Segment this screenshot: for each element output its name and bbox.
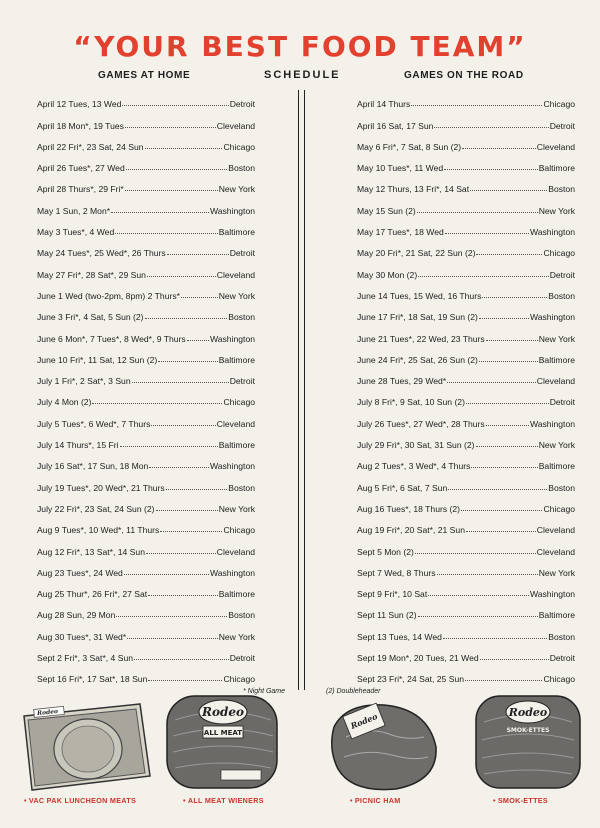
opponent-city: Baltimore xyxy=(538,163,575,174)
opponent-city: Baltimore xyxy=(218,227,255,238)
opponent-city: New York xyxy=(218,290,255,301)
opponent-city: Chicago xyxy=(543,503,575,514)
opponent-city: Boston xyxy=(548,290,575,301)
schedule-row xyxy=(357,109,575,130)
schedule-row xyxy=(357,237,575,258)
leader-dots xyxy=(167,254,229,255)
product-label-smokettes: • SMOK-ETTES xyxy=(493,796,548,805)
schedule-row xyxy=(37,386,255,407)
home-games-header: GAMES AT HOME xyxy=(98,70,191,81)
leader-dots xyxy=(462,148,536,149)
game-dates: Sept 19 Mon*, 20 Tues, 21 Wed xyxy=(357,653,479,664)
opponent-city: Washington xyxy=(209,567,255,578)
night-game-note: * Night Game xyxy=(243,688,286,695)
opponent-city: Chicago xyxy=(223,141,255,152)
game-dates: June 3 Fri*, 4 Sat, 5 Sun (2) xyxy=(37,312,144,323)
schedule-row xyxy=(37,88,255,109)
schedule-row xyxy=(37,493,255,514)
opponent-city: Chicago xyxy=(543,99,575,110)
opponent-city: New York xyxy=(218,503,255,514)
leader-dots xyxy=(92,403,222,404)
leader-dots xyxy=(124,574,209,575)
leader-dots xyxy=(134,659,229,660)
product-label-luncheon: • VAC PAK LUNCHEON MEATS xyxy=(24,796,137,805)
schedule-row xyxy=(357,557,575,578)
leader-dots xyxy=(127,638,218,639)
opponent-city: Washington xyxy=(529,312,575,323)
schedule-row xyxy=(357,514,575,535)
schedule-row xyxy=(37,471,255,492)
schedule-row xyxy=(357,216,575,237)
schedule-row xyxy=(357,620,575,641)
opponent-city: Washington xyxy=(209,205,255,216)
game-dates: Aug 19 Fri*, 20 Sat*, 21 Sun xyxy=(357,525,465,536)
game-dates: June 21 Tues*, 22 Wed, 23 Thurs xyxy=(357,333,485,344)
schedule-row xyxy=(37,301,255,322)
game-dates: Aug 25 Thur*, 26 Fri*, 27 Sat xyxy=(37,589,148,600)
opponent-city: Boston xyxy=(548,631,575,642)
game-dates: May 24 Tues*, 25 Wed*, 26 Thurs xyxy=(37,248,166,259)
leader-dots xyxy=(434,127,548,128)
schedule-row xyxy=(37,535,255,556)
schedule-row xyxy=(37,131,255,152)
schedule-row xyxy=(37,173,255,194)
picnic-ham-image xyxy=(326,697,442,795)
opponent-city: Boston xyxy=(228,610,255,621)
wieners-brand-text: Rodeo xyxy=(201,705,245,719)
leader-dots xyxy=(428,595,529,596)
schedule-row xyxy=(357,663,575,684)
game-dates: July 8 Fri*, 9 Sat, 10 Sun (2) xyxy=(357,397,465,408)
wieners-tag-text: ALL MEAT xyxy=(203,729,243,737)
leader-dots xyxy=(147,276,216,277)
luncheon-meat-package-image xyxy=(18,702,152,794)
leader-dots xyxy=(470,190,547,191)
leader-dots xyxy=(415,553,536,554)
leader-dots xyxy=(156,510,218,511)
opponent-city: Washington xyxy=(529,227,575,238)
game-dates: Sept 9 Fri*, 10 Sat xyxy=(357,589,428,600)
opponent-city: New York xyxy=(538,333,575,344)
schedule-row xyxy=(357,535,575,556)
opponent-city: Cleveland xyxy=(536,546,575,557)
leader-dots xyxy=(479,361,538,362)
game-dates: April 12 Tues, 13 Wed xyxy=(37,99,122,110)
leader-dots xyxy=(116,616,227,617)
opponent-city: Detroit xyxy=(229,653,255,664)
opponent-city: Cleveland xyxy=(536,376,575,387)
leader-dots xyxy=(149,467,209,468)
leader-dots xyxy=(181,297,218,298)
schedule-row xyxy=(37,258,255,279)
opponent-city: Cleveland xyxy=(536,525,575,536)
game-dates: Aug 5 Fri*, 6 Sat, 7 Sun xyxy=(357,482,448,493)
opponent-city: Chicago xyxy=(223,674,255,685)
schedule-row xyxy=(357,493,575,514)
game-dates: May 1 Sun, 2 Mon* xyxy=(37,205,111,216)
schedule-row xyxy=(37,237,255,258)
leader-dots xyxy=(126,169,227,170)
leader-dots xyxy=(486,425,529,426)
opponent-city: Chicago xyxy=(223,397,255,408)
leader-dots xyxy=(465,680,542,681)
game-dates: Aug 2 Tues*, 3 Wed*, 4 Thurs xyxy=(357,461,471,472)
schedule-row xyxy=(37,280,255,301)
luncheon-brand-text: Rodeo xyxy=(36,707,59,718)
game-dates: July 5 Tues*, 6 Wed*, 7 Thurs xyxy=(37,418,151,429)
smokettes-tag-text: SMOK-ETTES xyxy=(506,727,550,734)
game-dates: July 16 Sat*, 17 Sun, 18 Mon xyxy=(37,461,149,472)
smok-ettes-package-image xyxy=(472,690,584,794)
schedule-row xyxy=(357,152,575,173)
schedule-row xyxy=(37,407,255,428)
game-dates: June 17 Fri*, 18 Sat, 19 Sun (2) xyxy=(357,312,478,323)
opponent-city: Chicago xyxy=(543,248,575,259)
product-label-ham: • PICNIC HAM xyxy=(350,796,401,805)
leader-dots xyxy=(466,531,536,532)
game-dates: April 28 Thurs*, 29 Fri* xyxy=(37,184,124,195)
opponent-city: Baltimore xyxy=(538,610,575,621)
opponent-city: Boston xyxy=(228,163,255,174)
column-divider xyxy=(298,90,305,690)
schedule-row xyxy=(357,450,575,471)
leader-dots xyxy=(148,680,222,681)
game-dates: June 28 Tues, 29 Wed* xyxy=(357,376,447,387)
leader-dots xyxy=(160,531,222,532)
leader-dots xyxy=(443,638,547,639)
opponent-city: Cleveland xyxy=(216,418,255,429)
schedule-row xyxy=(357,131,575,152)
schedule-row xyxy=(37,557,255,578)
schedule-row xyxy=(357,280,575,301)
game-dates: May 3 Tues*, 4 Wed xyxy=(37,227,115,238)
opponent-city: Washington xyxy=(529,589,575,600)
game-dates: July 26 Tues*, 27 Wed*, 28 Thurs xyxy=(357,418,485,429)
leader-dots xyxy=(166,489,228,490)
game-dates: July 19 Tues*, 20 Wed*, 21 Thurs xyxy=(37,482,165,493)
schedule-row xyxy=(37,514,255,535)
leader-dots xyxy=(476,446,538,447)
game-dates: May 17 Tues*, 18 Wed xyxy=(357,227,444,238)
schedule-row xyxy=(37,578,255,599)
page-title: “YOUR BEST FOOD TEAM” xyxy=(73,30,527,63)
game-dates: Sept 23 Fri*, 24 Sat, 25 Sun xyxy=(357,674,465,685)
game-dates: June 24 Fri*, 25 Sat, 26 Sun (2) xyxy=(357,354,478,365)
leader-dots xyxy=(448,489,547,490)
schedule-row xyxy=(357,365,575,386)
home-games-list xyxy=(37,88,255,684)
game-dates: April 26 Tues*, 27 Wed xyxy=(37,163,125,174)
schedule-row xyxy=(37,216,255,237)
leader-dots xyxy=(437,574,538,575)
game-dates: May 6 Fri*, 7 Sat, 8 Sun (2) xyxy=(357,141,462,152)
leader-dots xyxy=(145,318,228,319)
opponent-city: New York xyxy=(538,205,575,216)
game-dates: May 12 Thurs, 13 Fri*, 14 Sat xyxy=(357,184,470,195)
leader-dots xyxy=(125,127,216,128)
leader-dots xyxy=(447,382,536,383)
opponent-city: Baltimore xyxy=(538,354,575,365)
smokettes-brand-text: Rodeo xyxy=(508,706,548,719)
leader-dots xyxy=(111,212,209,213)
opponent-city: Boston xyxy=(228,312,255,323)
game-dates: May 10 Tues*, 11 Wed xyxy=(357,163,444,174)
schedule-row xyxy=(357,407,575,428)
schedule-row xyxy=(37,109,255,130)
game-dates: April 22 Fri*, 23 Sat, 24 Sun xyxy=(37,141,144,152)
wieners-package-image xyxy=(163,688,286,794)
opponent-city: New York xyxy=(538,440,575,451)
game-dates: June 6 Mon*, 7 Tues*, 8 Wed*, 9 Thurs xyxy=(37,333,186,344)
schedule-row xyxy=(357,173,575,194)
schedule-row xyxy=(37,365,255,386)
game-dates: July 14 Thurs*, 15 Fri xyxy=(37,440,119,451)
leader-dots xyxy=(132,382,229,383)
leader-dots xyxy=(122,105,228,106)
game-dates: Sept 2 Fri*, 3 Sat*, 4 Sun xyxy=(37,653,134,664)
opponent-city: Detroit xyxy=(549,653,575,664)
schedule-row xyxy=(37,450,255,471)
leader-dots xyxy=(486,340,538,341)
schedule-row xyxy=(37,663,255,684)
game-dates: Aug 9 Tues*, 10 Wed*, 11 Thurs xyxy=(37,525,160,536)
game-dates: Sept 13 Tues, 14 Wed xyxy=(357,631,442,642)
product-label-wieners: • ALL MEAT WIENERS xyxy=(183,796,264,805)
schedule-row xyxy=(357,642,575,663)
game-dates: Aug 30 Tues*, 31 Wed* xyxy=(37,631,127,642)
leader-dots xyxy=(146,553,216,554)
opponent-city: Detroit xyxy=(549,269,575,280)
opponent-city: Detroit xyxy=(549,120,575,131)
opponent-city: Chicago xyxy=(223,525,255,536)
schedule-row xyxy=(37,152,255,173)
leader-dots xyxy=(461,510,542,511)
game-dates: Aug 23 Tues*, 24 Wed xyxy=(37,567,123,578)
leader-dots xyxy=(466,403,549,404)
game-dates: July 22 Fri*, 23 Sat, 24 Sun (2) xyxy=(37,503,155,514)
opponent-city: Cleveland xyxy=(536,141,575,152)
opponent-city: Washington xyxy=(209,333,255,344)
schedule-row xyxy=(37,194,255,215)
schedule-row xyxy=(37,322,255,343)
leader-dots xyxy=(476,254,542,255)
schedule-row xyxy=(357,344,575,365)
schedule-row xyxy=(37,599,255,620)
leader-dots xyxy=(120,446,218,447)
schedule-row xyxy=(357,578,575,599)
game-dates: May 15 Sun (2) xyxy=(357,205,416,216)
schedule-header: SCHEDULE xyxy=(264,69,341,81)
opponent-city: Washington xyxy=(209,461,255,472)
leader-dots xyxy=(115,233,217,234)
game-dates: Aug 12 Fri*, 13 Sat*, 14 Sun xyxy=(37,546,145,557)
opponent-city: New York xyxy=(218,184,255,195)
opponent-city: Detroit xyxy=(549,397,575,408)
leader-dots xyxy=(418,616,538,617)
opponent-city: Washington xyxy=(529,418,575,429)
schedule-row xyxy=(357,322,575,343)
doubleheader-note: (2) Doubleheader xyxy=(326,688,381,695)
game-dates: July 4 Mon (2) xyxy=(37,397,92,408)
leader-dots xyxy=(444,169,538,170)
schedule-row xyxy=(37,344,255,365)
leader-dots xyxy=(418,276,549,277)
leader-dots xyxy=(187,340,209,341)
schedule-row xyxy=(357,471,575,492)
ham-brand-text: Rodeo xyxy=(349,711,379,731)
opponent-city: New York xyxy=(538,567,575,578)
opponent-city: New York xyxy=(218,631,255,642)
opponent-city: Cleveland xyxy=(216,120,255,131)
leader-dots xyxy=(445,233,529,234)
schedule-row xyxy=(357,599,575,620)
road-games-header: GAMES ON THE ROAD xyxy=(404,70,524,81)
game-dates: Sept 5 Mon (2) xyxy=(357,546,414,557)
game-dates: Aug 28 Sun, 29 Mon xyxy=(37,610,116,621)
game-dates: Sept 16 Fri*, 17 Sat*, 18 Sun xyxy=(37,674,148,685)
leader-dots xyxy=(471,467,537,468)
game-dates: Aug 16 Tues*, 18 Thurs (2) xyxy=(357,503,461,514)
leader-dots xyxy=(482,297,547,298)
game-dates: July 29 Fri*, 30 Sat, 31 Sun (2) xyxy=(357,440,475,451)
leader-dots xyxy=(125,190,218,191)
leader-dots xyxy=(417,212,538,213)
leader-dots xyxy=(145,148,223,149)
game-dates: June 14 Tues, 15 Wed, 16 Thurs xyxy=(357,290,482,301)
schedule-row xyxy=(357,258,575,279)
opponent-city: Baltimore xyxy=(538,461,575,472)
game-dates: May 30 Mon (2) xyxy=(357,269,418,280)
leader-dots xyxy=(158,361,217,362)
game-dates: April 16 Sat, 17 Sun xyxy=(357,120,434,131)
leader-dots xyxy=(151,425,215,426)
opponent-city: Detroit xyxy=(229,376,255,387)
leader-dots xyxy=(411,105,542,106)
game-dates: July 1 Fri*, 2 Sat*, 3 Sun xyxy=(37,376,131,387)
schedule-row xyxy=(37,642,255,663)
schedule-row xyxy=(357,88,575,109)
opponent-city: Chicago xyxy=(543,674,575,685)
leader-dots xyxy=(148,595,218,596)
opponent-city: Detroit xyxy=(229,248,255,259)
opponent-city: Cleveland xyxy=(216,269,255,280)
opponent-city: Boston xyxy=(228,482,255,493)
opponent-city: Baltimore xyxy=(218,354,255,365)
game-dates: May 20 Fri*, 21 Sat, 22 Sun (2) xyxy=(357,248,476,259)
opponent-city: Boston xyxy=(548,184,575,195)
game-dates: June 10 Fri*, 11 Sat, 12 Sun (2) xyxy=(37,354,158,365)
game-dates: May 27 Fri*, 28 Sat*, 29 Sun xyxy=(37,269,146,280)
schedule-row xyxy=(357,386,575,407)
game-dates: Sept 11 Sun (2) xyxy=(357,610,417,621)
schedule-row xyxy=(357,301,575,322)
opponent-city: Cleveland xyxy=(216,546,255,557)
game-dates: April 14 Thurs xyxy=(357,99,411,110)
opponent-city: Boston xyxy=(548,482,575,493)
schedule-row xyxy=(357,429,575,450)
schedule-row xyxy=(37,429,255,450)
game-dates: June 1 Wed (two-2pm, 8pm) 2 Thurs* xyxy=(37,290,180,301)
opponent-city: Baltimore xyxy=(218,440,255,451)
game-dates: April 18 Mon*, 19 Tues xyxy=(37,120,124,131)
road-games-list xyxy=(357,88,575,684)
schedule-row xyxy=(37,620,255,641)
leader-dots xyxy=(480,659,549,660)
opponent-city: Detroit xyxy=(229,99,255,110)
schedule-row xyxy=(357,194,575,215)
opponent-city: Baltimore xyxy=(218,589,255,600)
leader-dots xyxy=(479,318,529,319)
game-dates: Sept 7 Wed, 8 Thurs xyxy=(357,567,436,578)
